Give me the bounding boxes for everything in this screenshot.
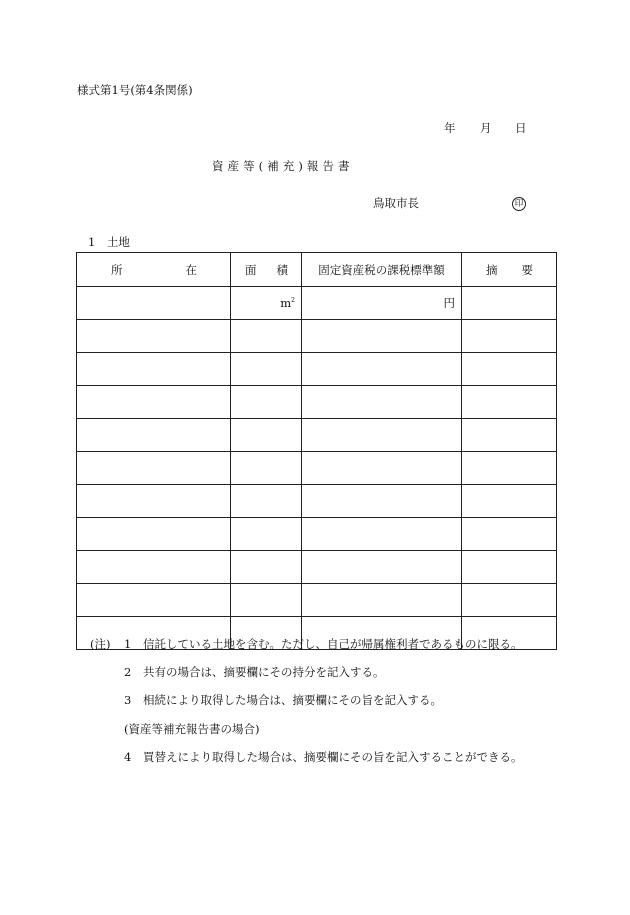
- header-location: [77, 253, 231, 287]
- table-row: [77, 419, 557, 452]
- table-row: [77, 386, 557, 419]
- table-header-row: [77, 253, 557, 287]
- table-row: [77, 485, 557, 518]
- date-day-label: 日: [515, 121, 527, 135]
- location-cell[interactable]: [77, 287, 231, 320]
- tax-value-cell[interactable]: [302, 551, 462, 584]
- remarks-cell[interactable]: [462, 353, 557, 386]
- seal-icon: 印: [512, 197, 526, 211]
- location-cell[interactable]: [77, 485, 231, 518]
- header-area-char-2: 積: [276, 262, 288, 277]
- form-number: 様式第1号(第4条関係): [77, 83, 193, 97]
- location-cell[interactable]: [77, 551, 231, 584]
- yen-unit: 円: [443, 296, 455, 310]
- note-2-text: 共有の場合は、摘要欄にその持分を記入する。: [143, 665, 385, 679]
- header-area-char-1: 面: [245, 262, 257, 277]
- remarks-cell[interactable]: [462, 386, 557, 419]
- area-cell[interactable]: [231, 584, 302, 617]
- remarks-cell[interactable]: [462, 419, 557, 452]
- tax-value-cell[interactable]: [302, 452, 462, 485]
- note-1-text: 信託している土地を含む。ただし、自己が帰属権利者であるものに限る。: [143, 637, 523, 651]
- land-table: [76, 252, 557, 650]
- section-heading: 1 土地: [88, 235, 130, 249]
- table-row: [77, 551, 557, 584]
- remarks-cell[interactable]: [462, 320, 557, 353]
- area-cell[interactable]: [231, 386, 302, 419]
- date-year-label: 年: [444, 121, 456, 135]
- header-area: [231, 253, 302, 287]
- remarks-cell[interactable]: [462, 518, 557, 551]
- tax-value-cell[interactable]: [302, 386, 462, 419]
- note-3-text: 相続により取得した場合は、摘要欄にその旨を記入する。: [143, 693, 442, 707]
- addressee: 鳥取市長: [373, 196, 419, 210]
- location-cell[interactable]: [77, 518, 231, 551]
- location-cell[interactable]: [77, 452, 231, 485]
- area-cell[interactable]: [231, 320, 302, 353]
- table-row: [77, 518, 557, 551]
- note-2-number: 2: [124, 665, 132, 679]
- tax-value-cell[interactable]: [302, 320, 462, 353]
- remarks-cell[interactable]: [462, 485, 557, 518]
- location-cell[interactable]: [77, 320, 231, 353]
- area-cell[interactable]: [231, 353, 302, 386]
- notes-label: (注): [90, 637, 111, 651]
- tax-value-cell[interactable]: [302, 518, 462, 551]
- header-remarks-char-2: 要: [521, 262, 533, 277]
- header-remarks: [462, 253, 557, 287]
- remarks-cell[interactable]: [462, 452, 557, 485]
- tax-value-cell[interactable]: [302, 485, 462, 518]
- location-cell[interactable]: [77, 386, 231, 419]
- tax-value-cell[interactable]: [302, 419, 462, 452]
- location-cell[interactable]: [77, 419, 231, 452]
- tax-value-cell[interactable]: [302, 584, 462, 617]
- table-row: [77, 287, 557, 320]
- area-cell[interactable]: [231, 452, 302, 485]
- remarks-cell[interactable]: [462, 551, 557, 584]
- header-tax-value: 固定資産税の課税標準額: [302, 253, 462, 287]
- date-month-label: 月: [480, 121, 492, 135]
- header-remarks-char-1: 摘: [486, 262, 498, 277]
- area-cell[interactable]: [231, 518, 302, 551]
- area-cell[interactable]: [231, 419, 302, 452]
- table-row: [77, 320, 557, 353]
- location-cell[interactable]: [77, 584, 231, 617]
- area-cell[interactable]: [231, 485, 302, 518]
- area-cell[interactable]: [231, 551, 302, 584]
- table-row: [77, 584, 557, 617]
- table-row: [77, 452, 557, 485]
- header-location-char-2: 在: [185, 262, 197, 277]
- area-cell[interactable]: [231, 287, 302, 320]
- tax-value-cell[interactable]: [302, 353, 462, 386]
- document-title: 資 産 等 ( 補 充 ) 報 告 書: [212, 159, 350, 173]
- notes-subheading: (資産等補充報告書の場合): [124, 722, 260, 736]
- remarks-cell[interactable]: [462, 584, 557, 617]
- note-4-text: 買替えにより取得した場合は、摘要欄にその旨を記入することができる。: [143, 750, 523, 764]
- note-3-number: 3: [124, 693, 132, 707]
- note-1-number: 1: [124, 637, 132, 651]
- location-cell[interactable]: [77, 353, 231, 386]
- tax-value-cell[interactable]: [302, 287, 462, 320]
- header-location-char-1: 所: [111, 262, 123, 277]
- area-unit: $m^2$: [280, 296, 295, 310]
- table-row: [77, 353, 557, 386]
- note-4-number: 4: [124, 750, 132, 764]
- remarks-cell[interactable]: [462, 287, 557, 320]
